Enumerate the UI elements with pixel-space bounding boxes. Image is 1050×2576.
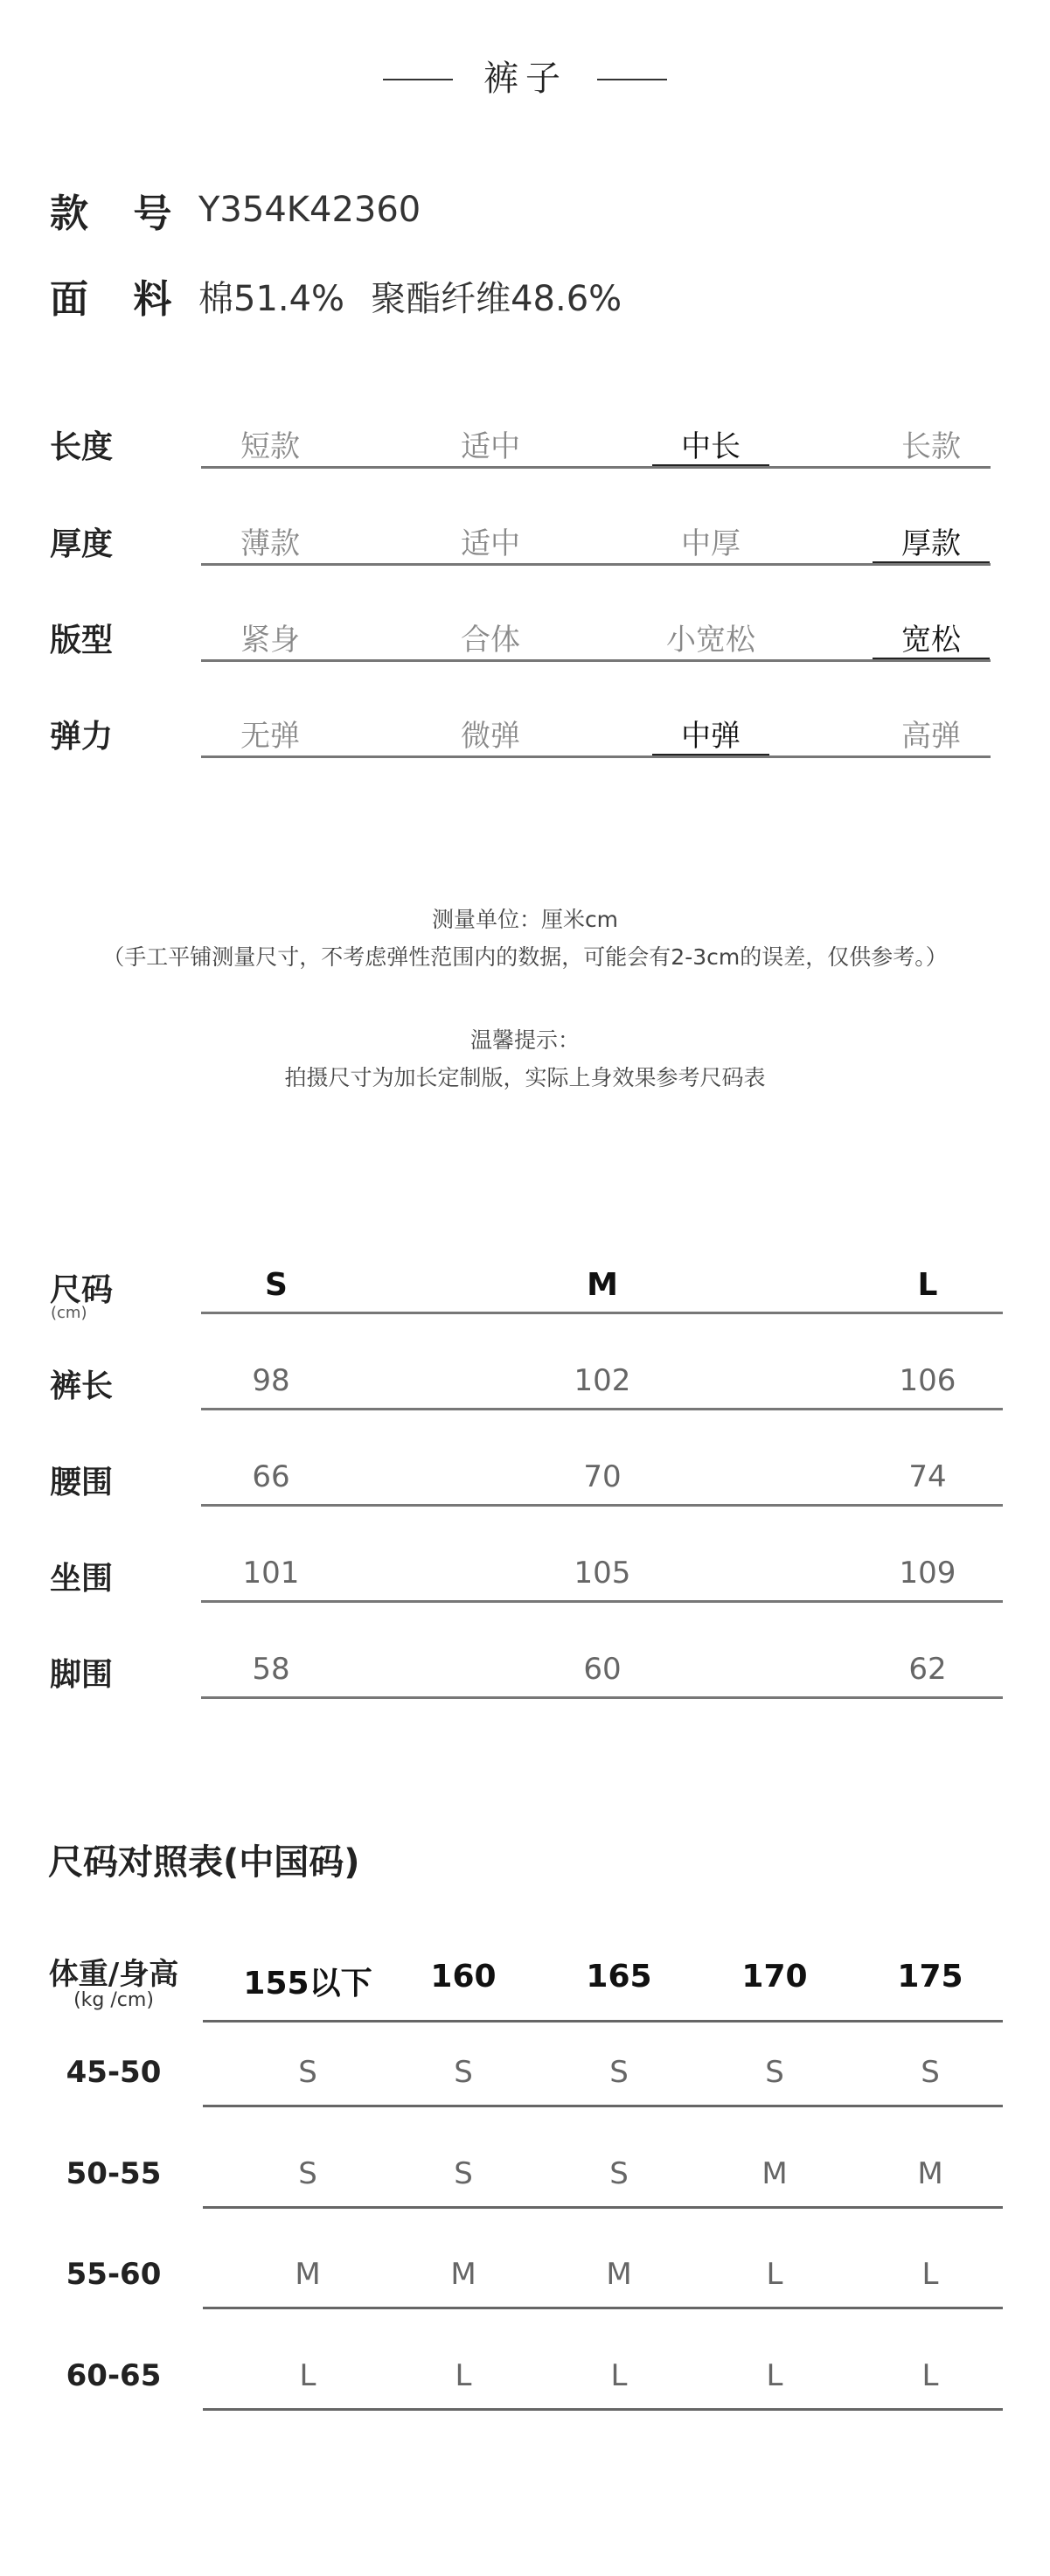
attribute-option: 薄款 <box>240 526 300 561</box>
fabric-value-cotton: 棉51.4% <box>198 278 345 319</box>
attribute-divider <box>201 466 991 469</box>
table-cell: 62 <box>908 1652 947 1687</box>
weight-range-label: 45-50 <box>66 2055 162 2090</box>
model-label: 款 号 <box>50 191 188 236</box>
table-cell: 66 <box>252 1459 290 1494</box>
attribute-label: 弹力 <box>50 719 114 755</box>
attribute-divider <box>201 659 991 662</box>
attribute-option: 微弹 <box>461 719 520 754</box>
attribute-option: 中弹 <box>652 712 769 755</box>
table-cell: 98 <box>252 1363 290 1398</box>
table-cell: S <box>609 2055 629 2090</box>
size-column-s: S <box>265 1267 288 1303</box>
table-row <box>0 1545 1050 1615</box>
table-cell: S <box>609 2156 629 2191</box>
table-cell: L <box>455 2358 472 2393</box>
table-cell: 106 <box>899 1363 956 1398</box>
attribute-option: 高弹 <box>901 719 961 754</box>
attribute-option: 厚款 <box>873 519 990 562</box>
measure-label: 裤长 <box>50 1368 114 1404</box>
attribute-divider <box>201 563 991 566</box>
size-header-unit: (cm) <box>51 1304 87 1322</box>
table-cell: M <box>606 2257 632 2292</box>
table-cell: S <box>921 2055 940 2090</box>
table-cell: 70 <box>583 1459 622 1494</box>
weight-height-label: 体重/身高 <box>48 1957 179 1992</box>
attribute-row-length <box>0 417 1050 470</box>
reference-table-header <box>0 1941 1050 2029</box>
table-cell: 74 <box>908 1459 947 1494</box>
attribute-row-thickness <box>0 514 1050 567</box>
table-divider <box>203 2206 1003 2209</box>
attribute-row-fit <box>0 610 1050 663</box>
table-divider <box>203 2020 1003 2023</box>
table-cell: L <box>766 2257 783 2292</box>
height-column: 160 <box>430 1959 497 1995</box>
title-dash-right <box>597 79 667 80</box>
model-value: Y354K42360 <box>198 190 421 230</box>
table-cell: L <box>610 2358 628 2393</box>
table-row <box>0 2043 1050 2131</box>
attribute-label: 厚度 <box>50 526 114 562</box>
fabric-value-polyester: 聚酯纤维48.6% <box>371 278 622 319</box>
size-column-m: M <box>587 1267 618 1303</box>
table-cell: L <box>766 2358 783 2393</box>
attribute-option: 适中 <box>461 429 520 464</box>
table-cell: M <box>450 2257 476 2292</box>
attribute-option: 小宽松 <box>666 623 755 658</box>
table-row <box>0 1641 1050 1711</box>
table-cell: S <box>454 2055 473 2090</box>
attribute-option: 中长 <box>652 422 769 465</box>
height-column: 170 <box>741 1959 808 1995</box>
attribute-row-stretch <box>0 707 1050 759</box>
size-header-label: 尺码 <box>50 1272 114 1308</box>
size-table-header <box>0 1257 1050 1326</box>
page-header <box>0 51 1050 103</box>
table-cell: S <box>765 2055 784 2090</box>
height-column: 175 <box>897 1959 963 1995</box>
weight-range-label: 50-55 <box>66 2156 162 2191</box>
table-row <box>0 2145 1050 2232</box>
table-row <box>0 2245 1050 2333</box>
table-cell: 109 <box>899 1556 956 1591</box>
table-divider <box>201 1600 1003 1603</box>
attribute-divider <box>201 755 991 758</box>
table-cell: S <box>454 2156 473 2191</box>
table-cell: 102 <box>574 1363 631 1398</box>
table-cell: 58 <box>252 1652 290 1687</box>
tip-title: 温馨提示： <box>469 1027 580 1053</box>
table-cell: S <box>298 2055 317 2090</box>
table-cell: L <box>921 2358 939 2393</box>
reference-table-title: 尺码对照表(中国码) <box>48 1842 360 1883</box>
attribute-label: 长度 <box>50 429 114 465</box>
table-cell: L <box>921 2257 939 2292</box>
table-row <box>0 2347 1050 2434</box>
table-cell: L <box>299 2358 316 2393</box>
attribute-label: 版型 <box>50 623 114 658</box>
height-column: 155以下 <box>243 1966 372 2002</box>
measure-label: 脚围 <box>50 1657 114 1693</box>
attribute-option: 短款 <box>240 429 300 464</box>
table-divider <box>203 2105 1003 2107</box>
attribute-option: 紧身 <box>240 623 300 658</box>
table-cell: S <box>298 2156 317 2191</box>
table-cell: 105 <box>574 1556 631 1591</box>
attribute-option: 宽松 <box>873 616 990 658</box>
measure-label: 腰围 <box>50 1465 114 1500</box>
attribute-option: 无弹 <box>240 719 300 754</box>
table-divider <box>203 2307 1003 2309</box>
measurement-unit-note: 测量单位：厘米cm <box>431 907 619 932</box>
weight-range-label: 60-65 <box>66 2358 162 2393</box>
measurement-disclaimer: （手工平铺测量尺寸，不考虑弹性范围内的数据，可能会有2-3cm的误差，仅供参考。） <box>102 944 948 970</box>
table-cell: M <box>761 2156 788 2191</box>
height-column: 165 <box>586 1959 652 1995</box>
table-divider <box>203 2408 1003 2411</box>
table-cell: 101 <box>242 1556 300 1591</box>
tip-text: 拍摄尺寸为加长定制版，实际上身效果参考尺码表 <box>284 1065 766 1090</box>
table-cell: M <box>295 2257 321 2292</box>
table-row <box>0 1449 1050 1519</box>
attribute-option: 长款 <box>901 429 961 464</box>
attribute-option: 合体 <box>461 623 520 658</box>
fabric-row <box>50 269 622 322</box>
attribute-option: 中厚 <box>681 526 741 561</box>
fabric-label: 面 料 <box>50 277 188 322</box>
table-divider <box>201 1408 1003 1410</box>
table-divider <box>201 1504 1003 1507</box>
table-divider <box>201 1312 1003 1314</box>
table-divider <box>201 1696 1003 1699</box>
table-row <box>0 1353 1050 1423</box>
weight-range-label: 55-60 <box>66 2257 162 2292</box>
table-cell: 60 <box>583 1652 622 1687</box>
page-title: 裤子 <box>483 59 567 99</box>
title-dash-left <box>383 79 453 80</box>
measure-label: 坐围 <box>50 1561 114 1597</box>
size-column-l: L <box>917 1267 938 1303</box>
table-cell: M <box>917 2156 943 2191</box>
model-row <box>50 184 421 236</box>
weight-height-unit: (kg /cm) <box>73 1989 154 2011</box>
attribute-option: 适中 <box>461 526 520 561</box>
